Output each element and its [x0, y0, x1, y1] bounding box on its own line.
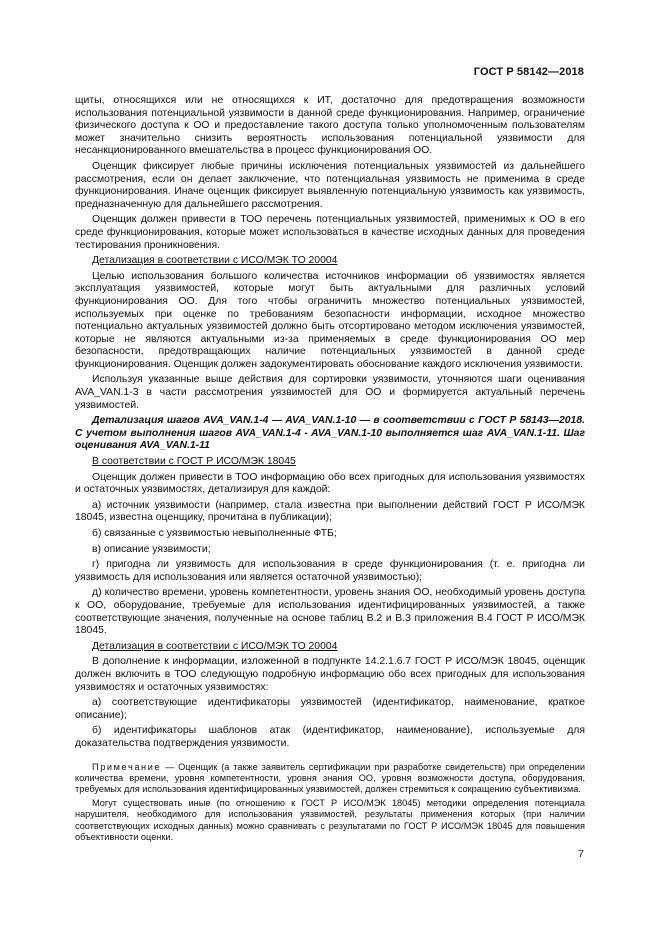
note-methods-paragraph: Могут существовать иные (по отношению к ГОСТ Р ИСО/МЭК 18045) методики определения потенциала нарушителя, необходимого для использования уязвимостей, результаты применения которых (при наличии соответствующих исходных данных) можно сравнивать с результатами по ГОСТ Р ИСО/МЭК 18045 для повышения объективности оценки.	[75, 797, 585, 842]
paragraph-sources-purpose: Целью использования большого количества источников информации об уязвимостях является эксплуатация уязвимостей, которые могут быть актуальными для различных условий функционирования ОО. Для того чтобы ограничить множество потенциальных уязвимостей, используемых при оценке по требованиям безопасности информации, исходное множество потенциально актуальных уязвимостей должно быть отсортировано методом исключения уязвимостей, которые не являются актуальными из-за применяемых в среде функционирования ОО мер безопасности, предотвращающих наличие потенциальных уязвимостей в данной среде функционирования. Оценщик должен задокументировать обоснование каждого исключения уязвимости.	[75, 270, 585, 370]
paragraph-evaluator-exclusion: Оценщик фиксирует любые причины исключения потенциальных уязвимостей из дальнейшего рассмотрения, если он делает заключение, что потенциальная уязвимость не применима в среде функционирования. Иначе оценщик фиксирует выявленную потенциальную уязвимость как уязвимость, предназначенную для дальнейшего рассмотрения.	[75, 160, 585, 210]
list-item-b: б) связанные с уязвимостью невыполненные ФТБ;	[92, 528, 337, 539]
paragraph-vulnerability-list: Оценщик должен привести в ТОО перечень потенциальных уязвимостей, применимых к ОО в его среде функционирования, которые может использоваться в качестве исходных данных для проведения тестирования проникновения.	[75, 214, 585, 251]
page-number: 7	[578, 848, 584, 860]
note-label: Примечание	[92, 761, 162, 772]
note-paragraph	[75, 762, 585, 796]
list-item-a: а) источник уязвимости (например, стала известна при выполнении действий ГОСТ Р ИСО/МЭК 18045, известна оценщику, прочитана в публикации);	[75, 499, 585, 524]
heading-gost-18045: В соответствии с ГОСТ Р ИСО/МЭК 18045	[92, 456, 296, 468]
paragraph-report-info: Оценщик должен привести в ТОО информацию обо всех пригодных для использования уязвимостях и остаточных уязвимостях, детализируя для каждой:	[75, 471, 585, 496]
note-text: — Оценщик (а также заявитель сертификации при разработке свидетельств) при определении количества времени, уровня компетентности, уровня знания ОО, уровня возможности доступа, оборудования, требуемых для использования идентифицированных уязвимостей, должен стремиться к сокращению субъективизма.	[75, 761, 585, 795]
list-item-g: г) пригодна ли уязвимость для использования в среде функционирования (т. е. пригодна ли уязвимость для использования или является остаточной уязвимостью);	[75, 559, 585, 583]
paragraph-ava-van-1-3: Используя указанные выше действия для сортировки уязвимости, уточняются шаги оценивания AVA_VAN.1-3 в части рассмотрения уязвимостей для ОО и формируется актуальный перечень уязвимостей.	[75, 374, 585, 411]
document-code-header: ГОСТ Р 58142—2018	[473, 66, 584, 78]
page-body	[75, 95, 585, 845]
list-item-v: в) описание уязвимости;	[92, 543, 211, 555]
paragraph-additional-info: В дополнение к информации, изложенной в подпункте 14.2.1.6.7 ГОСТ Р ИСО/МЭК 18045, оценщик должен включить в ТОО следующую подробную информацию обо всех пригодных для использования уязвимостях и остаточных уязвимостях:	[75, 656, 585, 693]
heading-iso-20004: Детализация в соответствии с ИСО/МЭК ТО 20004	[92, 255, 338, 267]
paragraph-continuation: щиты, относящихся или не относящихся к ИТ, достаточно для предотвращения возможности использования потенциальной уязвимости в данной среде функционирования. Например, ограничение физического доступа к ОО и предоставление такого доступа только уполномоченным пользователям может значительно снизить вероятность использования потенциальной уязвимости для несанкционированного вмешательства в процесс функционирования ОО.	[75, 95, 585, 157]
list-item-d: д) количество времени, уровень компетентности, уровень знания ОО, необходимый уровень доступа к ОО, оборудование, требуемые для использования идентифицированных уязвимостей, а также соответствующие значения, полученные на основе таблиц В.2 и В.3 приложения В.4 ГОСТ Р ИСО/МЭК 18045.	[75, 587, 585, 637]
list-item-a-identifiers: а) соответствующие идентификаторы уязвимостей (идентификатор, наименование, краткое описание);	[75, 697, 585, 721]
list-item-b-attack-patterns: б) идентификаторы шаблонов атак (идентификатор, наименование), используемые для доказательства подтверждения уязвимости.	[75, 725, 585, 749]
heading-iso-20004-second: Детализация в соответствии с ИСО/МЭК ТО 20004	[92, 640, 338, 652]
paragraph-detail-steps: Детализация шагов AVA_VAN.1-4 — AVA_VAN.1-10 — в соответствии с ГОСТ Р 58143—2018. С учетом выполнения шагов AVA_VAN.1-4 - AVA_VAN.1-10 выполняется шаг AVA_VAN.1-11. Шаг оценивания AVA_VAN.1-11	[75, 415, 585, 452]
